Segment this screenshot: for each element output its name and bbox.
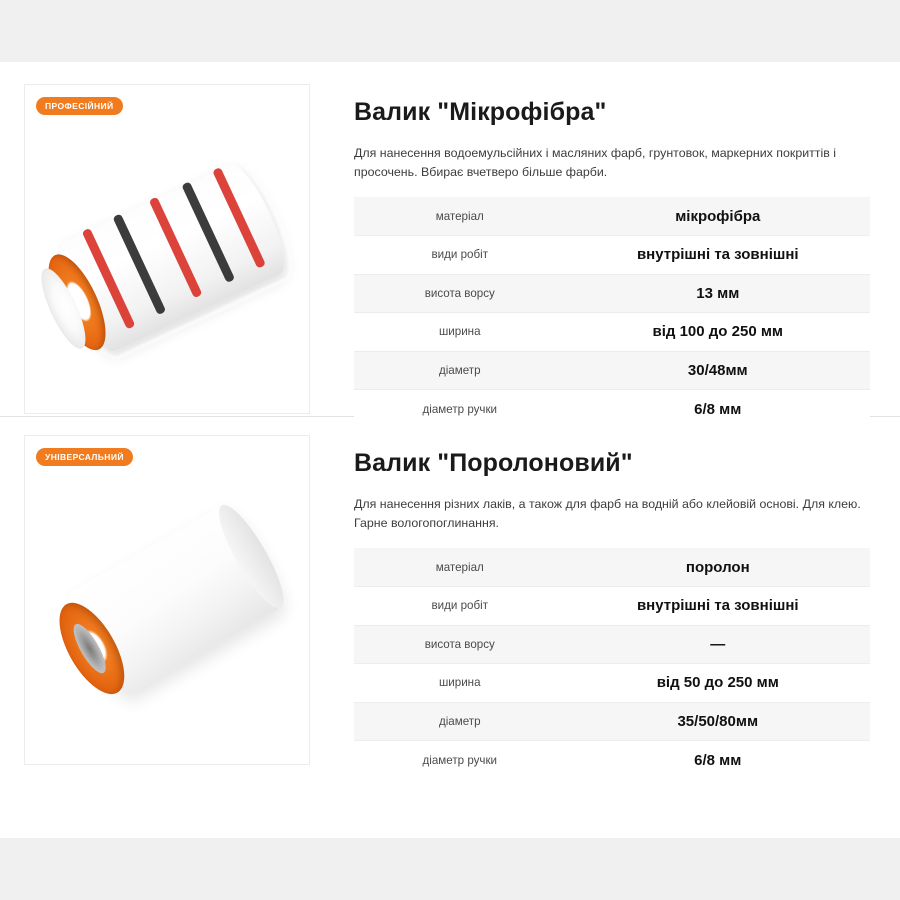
spec-value: 6/8 мм xyxy=(694,751,742,769)
spec-value: внутрішні та зовнішні xyxy=(566,587,870,626)
spec-value: мікрофібра xyxy=(566,197,870,236)
spec-value: 6/8 мм xyxy=(694,400,742,418)
spec-value: від 100 до 250 мм xyxy=(566,313,870,352)
spec-key: діаметр xyxy=(354,702,566,741)
spec-table-microfibre xyxy=(354,197,870,428)
product-card-foam xyxy=(0,417,900,771)
table-row xyxy=(354,274,870,313)
badge-universal: УНІВЕРСАЛЬНИЙ xyxy=(36,448,133,466)
table-row xyxy=(354,197,870,236)
product-title: Валик "Мікрофібра" xyxy=(354,98,607,126)
table-row xyxy=(354,625,870,664)
spec-key: діаметр ручки xyxy=(422,402,498,416)
table-row xyxy=(354,548,870,587)
product-title: Валик "Поролоновий" xyxy=(354,449,633,477)
spec-value: поролон xyxy=(566,548,870,587)
spec-value: внутрішні та зовнішні xyxy=(566,236,870,275)
spec-value: 35/50/80мм xyxy=(566,702,870,741)
table-row xyxy=(354,390,870,429)
spec-key: види робіт xyxy=(354,236,566,275)
table-row xyxy=(354,236,870,275)
spec-table-foam xyxy=(354,548,870,779)
product-card-microfibre xyxy=(0,62,900,416)
spec-key: діаметр ручки xyxy=(422,753,498,767)
spec-key: ширина xyxy=(354,313,566,352)
content-sheet xyxy=(0,62,900,838)
table-row xyxy=(354,313,870,352)
microfibre-roller-photo xyxy=(25,85,309,413)
product-info-microfibre xyxy=(310,84,876,428)
table-row xyxy=(354,587,870,626)
product-image-card-microfibre xyxy=(24,84,310,414)
spec-key: види робіт xyxy=(354,587,566,626)
spec-value: від 50 до 250 мм xyxy=(566,664,870,703)
product-image-card-foam xyxy=(24,435,310,765)
spec-value: 30/48мм xyxy=(566,351,870,390)
spec-value: — xyxy=(566,625,870,664)
spec-key: матеріал xyxy=(354,548,566,587)
table-row xyxy=(354,702,870,741)
product-info-foam xyxy=(310,435,876,779)
spec-key: ширина xyxy=(354,664,566,703)
spec-value: 13 мм xyxy=(566,274,870,313)
badge-professional: ПРОФЕСІЙНИЙ xyxy=(36,97,123,115)
product-description: Для нанесення водоемульсійних і масляних фарб, грунтовок, маркерних покриттів і просочень. Вбирає вчетверо більше фарби. xyxy=(354,146,837,179)
spec-key: діаметр xyxy=(354,351,566,390)
spec-key: матеріал xyxy=(354,197,566,236)
foam-roller-photo xyxy=(25,436,309,764)
table-row xyxy=(354,664,870,703)
spec-key: висота ворсу xyxy=(354,625,566,664)
product-description: Для нанесення різних лаків, а також для фарб на водній або клейовій основі. Для клею. Гарне вологопоглинання. xyxy=(354,497,861,530)
table-row xyxy=(354,741,870,780)
table-row xyxy=(354,351,870,390)
spec-key: висота ворсу xyxy=(354,274,566,313)
